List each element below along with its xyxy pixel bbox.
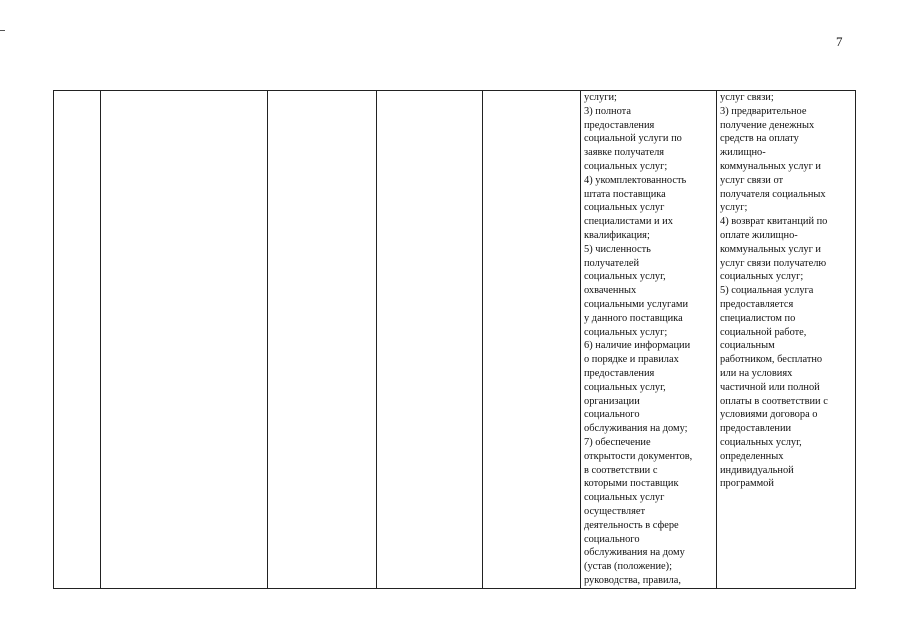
table-cell-quality-indicators (581, 91, 717, 589)
quality-indicators-text: услуги; 3) полнота предоставления социальной услуги по заявке получателя социальных услуг; 4) укомплектованность штата поставщика социальных услуг специалистами и их квалификация; 5) численность получателей социальных услуг, охваченных социальными услугами у данного поставщика социальных услуг; 6) наличие информации о порядке и правилах предоставления социальных услуг, организации социального обслуживания на дому; 7) обеспечение открытости документов, в соответствии с которыми поставщик социальных услуг осуществляет деятельность в сфере социального обслуживания на дому (устав (положение); руководства, правила, (584, 92, 693, 586)
scan-edge-mark (0, 30, 5, 31)
service-conditions-text: услуг связи; 3) предварительное получение денежных средств на оплату жилищно- коммунальных услуг и услуг связи от получателя социальных услуг; 4) возврат квитанций по оплате жилищно- коммунальных услуг и услуг связи получателю социальных услуг; 5) социальная услуга предоставляется специалистом по социальной работе, социальным работником, бесплатно или на условиях частичной или полной оплаты в соответствии с условиями договора о предоставлении социальных услуг, определенных индивидуальной программой (720, 92, 828, 490)
services-table (53, 90, 856, 589)
page-number: 7 (836, 34, 843, 49)
table-cell-2 (101, 91, 268, 589)
table-row (54, 91, 856, 589)
table-cell-service-conditions (717, 91, 856, 589)
table-cell-5 (483, 91, 581, 589)
table-cell-4 (377, 91, 483, 589)
table-cell-3 (268, 91, 377, 589)
table-cell-1 (54, 91, 101, 589)
